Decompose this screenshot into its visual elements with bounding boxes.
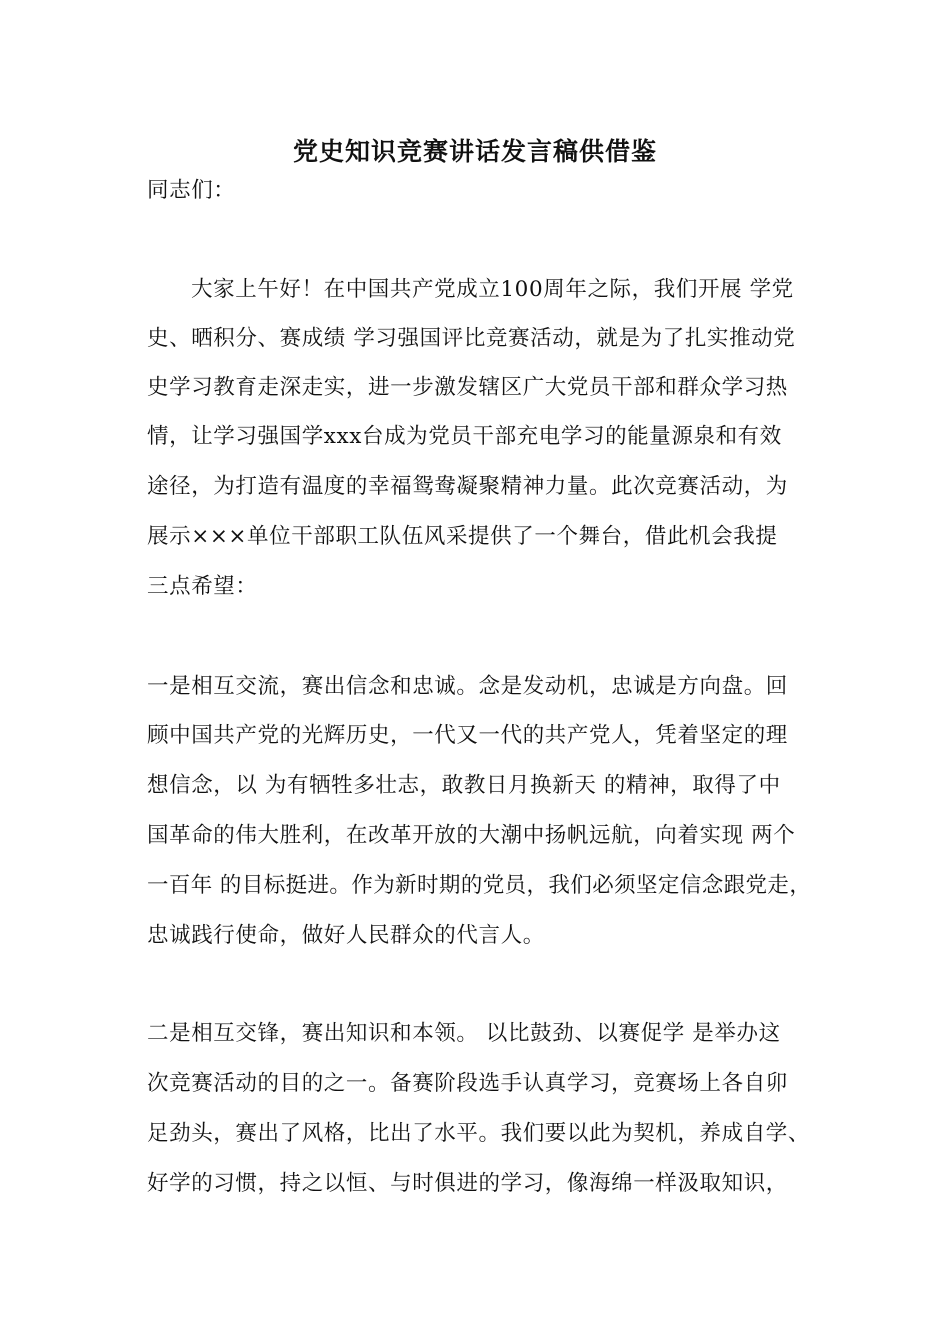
paragraph-line: 史学习教育走深走实，进一步激发辖区广大党员干部和群众学习热 [147,375,788,400]
paragraph-line: 途径，为打造有温度的幸福鸳鸯凝聚精神力量。此次竞赛活动，为 [147,474,788,499]
salutation: 同志们： [147,178,236,203]
document-title: 党史知识竞赛讲话发言稿供借鉴 [292,137,657,166]
paragraph-line: 展示×××单位干部职工队伍风采提供了一个舞台，借此机会我提 [147,524,778,549]
paragraph-line: 大家上午好！在中国共产党成立100周年之际，我们开展 学党 [191,277,794,302]
paragraph-line: 三点希望： [147,574,258,599]
paragraph-line: 二是相互交锋，赛出知识和本领。 以比鼓劲、以赛促学 是举办这 [147,1021,781,1046]
paragraph-line: 好学的习惯，持之以恒、与时俱进的学习，像海绵一样汲取知识， [147,1171,788,1196]
paragraph-line: 国革命的伟大胜利，在改革开放的大潮中扬帆远航，向着实现 两个 [147,823,796,848]
paragraph-line: 顾中国共产党的光辉历史，一代又一代的共产党人，凭着坚定的理 [147,723,788,748]
paragraph-line: 忠诚践行使命，做好人民群众的代言人。 [147,923,545,948]
paragraph-line: 史、晒积分、赛成绩 学习强国评比竞赛活动，就是为了扎实推动党 [147,326,796,351]
paragraph-line: 想信念，以 为有牺牲多壮志，敢教日月换新天 的精神，取得了中 [147,773,781,798]
paragraph-line: 次竞赛活动的目的之一。备赛阶段选手认真学习，竞赛场上各自卯 [147,1071,788,1096]
paragraph-line: 一是相互交流，赛出信念和忠诚。念是发动机，忠诚是方向盘。回 [147,674,788,699]
paragraph-line: 足劲头，赛出了风格，比出了水平。我们要以此为契机，养成自学、 [147,1121,811,1146]
paragraph-line: 一百年 的目标挺进。作为新时期的党员，我们必须坚定信念跟党走， [147,873,812,898]
paragraph-line: 情，让学习强国学xxx台成为党员干部充电学习的能量源泉和有效 [147,424,782,449]
